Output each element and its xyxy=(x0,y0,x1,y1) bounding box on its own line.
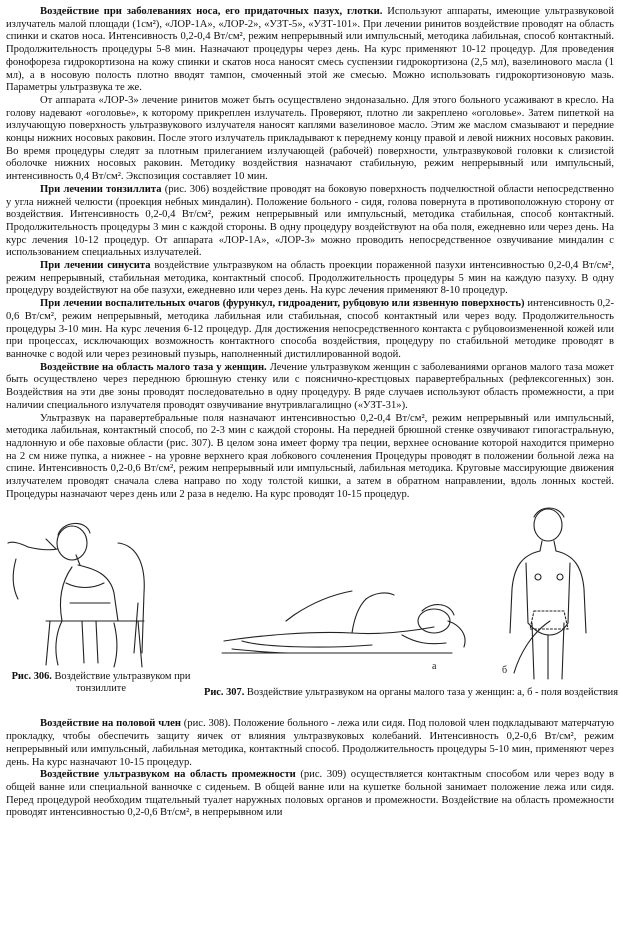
heading-perineum: Воздействие ультразвуком на область промежности xyxy=(40,769,296,781)
text-pelvis: Лечение ультразвуком женщин с заболеваниями органов малого таза может быть осуществлено через переднюю брюшную стенку или с пояснично-крестцовых паравертебральных (рефлексогенных) зон. Воздействия на эти две зоны проводят последовательно в одну процедуру. В ряде случаев используют область промежности, а при наличии специального излучателя проводят озвучивание внутривлагалищно («УЗТ-31»). xyxy=(6,361,614,411)
text-tonsillitis: (рис. 306) воздействие проводят на боковую поверхность подчелюстной области непосредственно у угла нижней челюсти (проекция небных миндалин). Положение больного - сидя, голова повернута в противоположную сторону от воздействия. Интенсивность 0,2-0,4 Вт/см², режим непрерывный или импульсный, методика стабильная, способ контактный. Продолжительность процедуры 3 мин с каждой стороны. В одну процедуру воздействуют на оба поля, ежедневно или через день. На курс лечения 10-12 процедур. От аппарата «ЛОР-1А», «ЛОР-3» можно проводить непосредственное озвучивание миндалин с использованием специальных излучателей. xyxy=(6,183,614,259)
paragraph-pelvis xyxy=(6,362,614,413)
paragraph-nose-throat xyxy=(6,6,614,95)
label-b: б xyxy=(502,665,508,677)
paragraph-perineum xyxy=(6,769,614,820)
figures-row xyxy=(6,503,619,715)
paragraph-paravertebral xyxy=(6,413,614,502)
text-nose-throat: Используют аппараты, имеющие ультразвуковой излучатель малой площади (1см²), «ЛОР-1А», «ЛОР-2», «УЗТ-5», «УЗТ-101». При лечении ринитов воздействие проводят на область спинки и скатов носа. Интенсивность 0,2-0,4 Вт/см², режим непрерывный или импульсный, методика лабильная, способ контактный. Продолжительность процедуры 5-8 мин. Назначают процедуры через день. На курс применяют 10-12 процедур. Для проведения фонофореза гидрокортизона на кожу спинки и скатов носа наносят смесь суспензии гидрокортизона (2,5 мл), вазелинового масла (1 мл), а в носовую полость плотно вводят тампон, смоченный этой же смесью. Можно использовать гидрокортизоновую мазь. Параметры ультразвука те же. xyxy=(6,6,614,94)
figure-307-text: Воздействие ультразвуком на органы малого таза у женщин: а, б - поля воздействия xyxy=(244,687,619,699)
heading-inflammation: При лечении воспалительных очагов (фурункул, гидроаденит, рубцовую или язвенную поверхность) xyxy=(40,298,525,310)
figure-307-caption xyxy=(202,687,620,699)
figure-307-label: Рис. 307. xyxy=(203,687,245,699)
tonsillitis-illustration xyxy=(6,503,196,671)
figure-306-caption xyxy=(6,671,196,695)
paragraph-penis xyxy=(6,718,614,769)
text-sinusitis: воздействие ультразвуком на область проекции пораженной пазухи интенсивностью 0,2-0,4 Вт/см², режим непрерывный, стабильная методика, контактный способ. Продолжительность процедуры 5 мин на каждую пазуху. В одну процедуру воздействуют на обе пазухи, ежедневно или через день. На курс лечения применяют 8-10 процедур. xyxy=(6,260,614,297)
label-a: а xyxy=(432,661,437,673)
figure-306-label: Рис. 306. xyxy=(11,671,52,683)
heading-tonsillitis: При лечении тонзиллита xyxy=(40,183,162,195)
figure-307 xyxy=(202,503,620,699)
heading-sinusitis: При лечении синусита xyxy=(40,260,151,272)
text-paravertebral: Ультразвук на паравертебральные поля назначают интенсивностью 0,2-0,4 Вт/см², режим непрерывный или импульсный, методика лабильная, контактный способ, по 2-3 мин с каждой стороны. На передней брюшной стенке озвучивают гипогастральную, надлонную и обе паховые области (рис. 307). В целом зона имеет форму тра пеции, верхнее основание которой находится примерно на 2 см ниже пупка, а нижнее - на уровне верхнего края лобкового сочленения Процедуры проводят в положении больной лежа на спине. Интенсивность 0,2-0,6 Вт/см², режим непрерывный или импульсный, лабильная методика. Круговые массирующие движения излучателем проводят сначала слева направо по ходу толстой кишки, а затем в обратном направлении, вдоль лонных костей. Процедуры назначают через день или 2 раза в неделю. На курс проводят 10-15 процедур. xyxy=(6,412,614,500)
paragraph-lor3 xyxy=(6,95,614,184)
text-lor3: От аппарата «ЛОР-3» лечение ринитов может быть осуществлено эндоназально. Для этого больного усаживают в кресло. На голову надевают «оголовье», к которому прикреплен излучатель. Проверяют, плотно ли закреплено «оголовье». Затем пипеткой на излучающую поверхность ультразвукового излучателя наносят каплями вазелиновое масло. Этим же маслом смазывают и передние концы нижних носовых раковин. После этого излучатель прикладывают к переднему концу правой и левой нижних носовых раковин. Во время процедуры следят за плотным прилеганием излучающей (рабочей) поверхности, ультразвуковой головки к слизистой оболочке нижних носовых раковин. Методику воздействия назначают стабильную, режим непрерывный или импульсный, интенсивность 0,4 Вт/см². Экспозиция составляет 10 мин. xyxy=(6,94,614,183)
text-inflammation: интенсивность 0,2-0,6 Вт/см², режим непрерывный, методика лабильная или стабильная, способ контактный или через воду. Продолжительность процедуры 3-10 мин. На курс лечения 6-12 процедур. Для достижения непосредственного контакта с рубцовоизмененной кожей или при процессах, исключающих возможность контактного способа воздействия, процедуру по стабильной методике проводят в ванночке с водой или через резиновый пузырь, наполненный дистиллированной водой. xyxy=(6,298,614,360)
pelvis-illustration xyxy=(202,503,620,687)
figure-306 xyxy=(6,503,196,695)
paragraph-sinusitis xyxy=(6,260,614,298)
heading-pelvis: Воздействие на область малого таза у женщин. xyxy=(40,361,267,373)
heading-penis: Воздействие на половой член xyxy=(40,718,181,730)
text-penis: (рис. 308). Положение больного - лежа или сидя. Под половой член подкладывают матерчатую прокладку, чтобы обеспечить защиту яичек от влияния ультразвуковых колебаний. Интенсивность 0,2-0,6 Вт/см², режим непрерывный или импульсный, лабильная методика, контактный способ. Продолжительность процедуры 5-10 мин, применяют через день. На курс назначают 10-15 процедур. xyxy=(6,718,614,768)
paragraph-inflammation xyxy=(6,298,614,362)
text-perineum: (рис. 309) осуществляется контактным способом или через воду в общей ванне или специальной ванночке с сиденьем. В общей ванне или на кушетке больной занимает положение лежа или сидя. Перед процедурой необходим тщательный туалет наружных половых органов и промежности. Воздействие на область промежности проводят интенсивностью 0,2-0,6 Вт/см², в непрерывном или xyxy=(6,769,614,819)
paragraph-tonsillitis xyxy=(6,184,614,260)
heading-nose-throat: Воздействие при заболеваниях носа, его придаточных пазух, глотки. xyxy=(40,6,383,17)
figure-306-text: Воздействие ультразвуком при тонзиллите xyxy=(51,671,191,695)
